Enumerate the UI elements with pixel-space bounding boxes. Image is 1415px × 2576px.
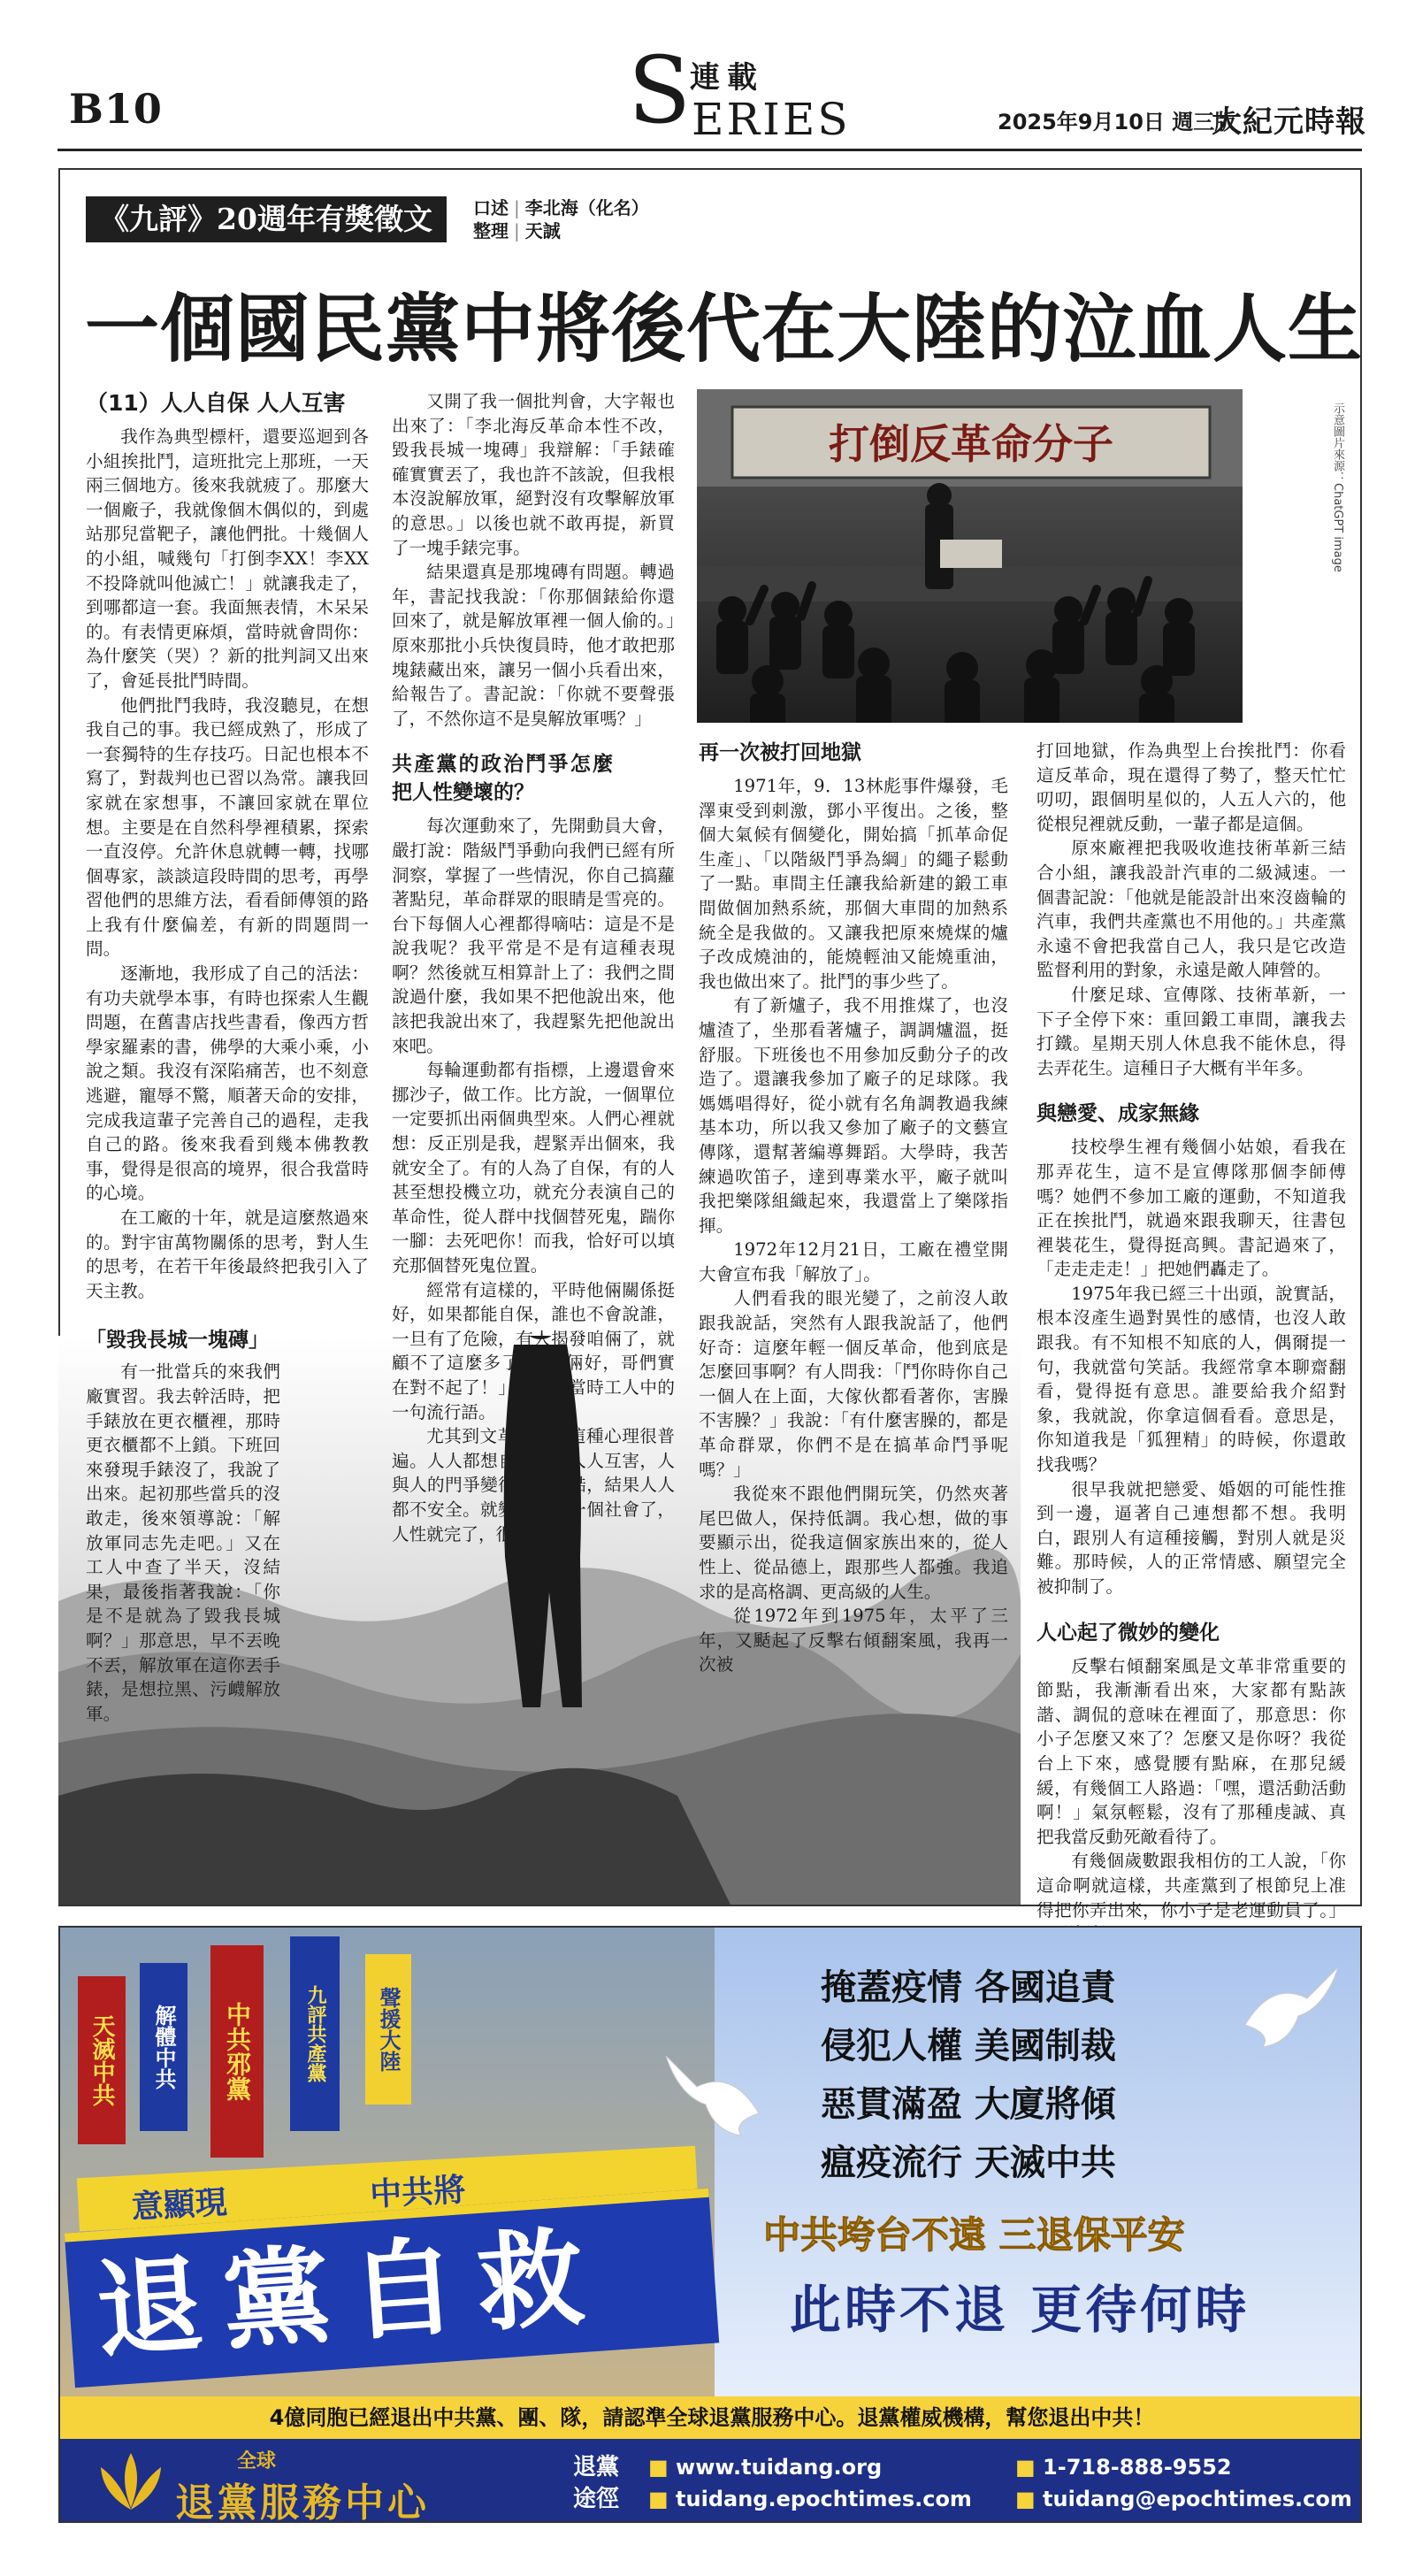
dictation-label: 口述 — [473, 197, 509, 218]
section-heading-3: 共產黨的政治鬥爭怎麼把人性變壞的？ — [392, 753, 613, 805]
struggle-session-drawing — [697, 389, 1243, 723]
section-title-cn: 連載 — [690, 60, 764, 96]
contact-websites — [648, 2451, 972, 2515]
article-column-3 — [699, 739, 1008, 1677]
lotus-logo-icon — [96, 2450, 166, 2513]
paragraph: 1972年12月21日，工廠在禮堂開大會宣布我「解放了」。 — [699, 1239, 1008, 1284]
sign: 聲援大陸 — [365, 1954, 411, 2104]
page-number: B10 — [69, 85, 163, 133]
tuidang-advertisement — [58, 1926, 1362, 2523]
blue-slogan: 此時不退 更待何時 — [790, 2280, 1251, 2340]
website-link[interactable]: ■ tuidang.epochtimes.com — [648, 2487, 972, 2511]
issue-date: 2025年9月10日 週三版 — [998, 110, 1236, 134]
slogan-list — [821, 1959, 1116, 2192]
paragraph: 又開了我一個批判會，大字報也出來了：「李北海反革命本性不改，毀我長城一塊磚」我辯解：「手錶確確實實丟了，我也許不該說，但我根本沒說解放軍，絕對沒有攻擊解放軍的意思。」以後也就不敢再提，新買了一塊手錶完事。 — [392, 391, 675, 558]
sign: 九評共產黨 — [290, 1936, 340, 2131]
paragraph: 很早我就把戀愛、婚姻的可能性推到一邊，逼著自己連想都不想。我明白，跟別人有這種接觸，對別人就是災難。那時候，人的正常情感、願望完全被抑制了。 — [1036, 1478, 1346, 1597]
paragraph: 每輪運動都有指標，上邊還會來挪沙子，做工作。比方說，一個單位一定要抓出兩個典型來。人們心裡就想：反正別是我，趕緊弄出個來，我就安全了。有的人為了自保，有的人甚至想投機立功，就充分表演自己的革命性，從人群中找個替死鬼，踹你一腳：去死吧你！而我，恰好可以填充那個替死鬼位置。 — [392, 1060, 675, 1276]
paragraph: 有幾個歲數跟我相仿的工人說，「你這命啊就這樣，共產黨到了根節兒上准得把你弄出來，你小子是老運動員了。」 — [1036, 1851, 1346, 1920]
photo-caption: 示意圖片來源：ChatGPT image — [1331, 402, 1344, 572]
paragraph: 1975年我已經三十出頭，說實話，根本沒產生過對異性的感情，也沒人敢跟我。有不知根不知底的人，偶爾提一句，我就當句笑話。我經常拿本聊齋翻看，覺得挺有意思。誰要給我介紹對象，我就說，你拿這個看看。意思是，你知道我是「狐狸精」的時候，你還敢找我嗎？ — [1036, 1283, 1346, 1476]
email-link[interactable]: ■ tuidang@epochtimes.com — [1015, 2487, 1352, 2511]
paragraph: 結果還真是那塊磚有問題。轉過年，書記找我說：「你那個錶給你還回來了，就是解放軍裡一個人偷的。」原來那批小兵快復員時，他才敢把那塊錶藏出來，讓另一個小兵看出來，給報告了。書記說：「你就不要聲張了，不然你這不是臭解放軍嗎？」 — [392, 562, 675, 729]
section-logo — [628, 36, 851, 145]
sign: 解體中共 — [140, 1963, 187, 2131]
paragraph: 我從來不跟他們開玩笑，仍然夾著尾巴做人，保持低調。我心想，做的事要顯示出，從我這個家族出來的，從人性上、從品德上，跟那些人都強。我追求的是高格調、更高級的人生。 — [699, 1484, 1008, 1602]
article-column-2 — [392, 389, 675, 1546]
slogan: 惡貫滿盈 大廈將傾 — [821, 2084, 1116, 2125]
banner-text-left: 意顯現 — [130, 2184, 228, 2227]
paragraph: 什麼足球、宣傳隊、技術革新，一下子全停下來：重回鍛工車間，讓我去打鐵。星期天別人休息我不能休息，得去弄花生。這種日子大概有半年多。 — [1036, 984, 1346, 1078]
section-heading-2: 「毀我長城一塊磚」 — [86, 1329, 269, 1353]
phone-number[interactable]: ■ 1-718-888-9552 — [1015, 2455, 1232, 2480]
section-heading-4: 再一次被打回地獄 — [699, 741, 861, 764]
notice-bar: 4億同胞已經退出中共黨、團、隊，請認準全球退黨服務中心。退黨權威機構，幫您退出中共！ — [60, 2396, 1362, 2439]
paragraph: 反擊右傾翻案風是文革非常重要的節點，我漸漸看出來，大家都有點詼諧、調侃的意味在裡面了，那意思：你小子怎麼又來了？怎麼又是你呀？我從台上下來，感覺腰有點麻，在那兒緩緩，有幾個工人路過：「嘿，還活動活動啊！」氣氛輕鬆，沒有了那種虔誠、真把我當反動死敵看待了。 — [1036, 1655, 1346, 1847]
paragraph: 逐漸地，我形成了自己的活法：有功夫就學本事，有時也探索人生觀問題，在舊書店找些書看，像西方哲學家羅素的書，佛學的大乘小乘，小說之類。我沒有深陷痛苦，也不刻意逃避，寵辱不驚，順著天命的安排，完成我這輩子完善自己的過程，走我自己的路。後來我看到幾本佛教教事，覺得是很高的境界，很合我當時的心境。 — [86, 963, 369, 1204]
paragraph: 有一批當兵的來我們廠實習。我去幹活時，把手錶放在更衣櫃裡，那時更衣櫃都不上鎖。下班回來發現手錶沒了，我說了出來。起初那些當兵的沒敢走，後來領導說：「解放軍同志先走吧。」又在工人中查了半天，沒結果，最後指著我說：「你是不是就為了毀我長城啊？」那意思，早不丟晚不丟，解放軍在這你丟手錶，是想拉黑、污衊解放軍。 — [86, 1361, 280, 1724]
paragraph: 他們批鬥我時，我沒聽見，在想我自己的事。我已經成熟了，形成了一套獨特的生存技巧。日記也根本不寫了，對裁判也已習以為常。讓我回家就在家想事，不讓回家就在單位想。主要是在自然科學裡積累，探索一直沒停。允許休息就轉一轉，找哪個專家，談談這段時間的思考，再學習他們的思維方法，看看師傳領的路上我有什麼偏差，有新的問題問一問。 — [86, 694, 369, 960]
masthead-rule — [57, 149, 1362, 151]
section-title-en: ERIES — [692, 94, 851, 145]
paragraph: 每次運動來了，先開動員大會，嚴打說：階級鬥爭動向我們已經有所洞察，掌握了一些情況，你自己搞蘿著點兒，革命群眾的眼睛是雪亮的。台下每個人心裡都得嘀咕：這是不是說我呢？我平常是不是有這種表現啊？然後就互相算計上了：我們之間說過什麼，我如果不把他說出來，他該把我說出來了，我趕緊先把他說出來吧。 — [392, 816, 675, 1056]
edit-label: 整理 — [473, 220, 509, 242]
poster-text: 打倒反革命分子 — [829, 420, 1113, 468]
dove-icon — [1236, 1963, 1342, 2060]
paragraph: 打回地獄，作為典型上台挨批鬥：你看這反革命，現在還得了勢了，整天忙忙叨叨，跟個明星似的，人五人六的，他從根兒裡就反動，一輩子都是這個。 — [1036, 740, 1346, 834]
newspaper-name: 大紀元時報 — [1212, 104, 1366, 140]
banner-text-right: 中共將 — [369, 2172, 467, 2214]
dove-icon — [662, 2051, 768, 2149]
byline: 口述 | 李北海（化名） 整理 | 天誠 — [473, 197, 649, 242]
sign: 中共邪黨 — [210, 1945, 264, 2158]
sign: 天滅中共 — [78, 1976, 126, 2144]
paragraph: 原來廠裡把我吸收進技術革新三結合小組，讓我設計汽車的二級減速。一個書記說：「他就是能設計出來沒齒輪的汽車，我們共產黨也不用他的。」共產黨永遠不會把我當自己人，我只是它改造監督利用的對象，永遠是敵人陣營的。 — [1036, 838, 1346, 981]
website-link[interactable]: ■ www.tuidang.org — [648, 2455, 883, 2480]
paragraph: 1971年，9．13林彪事件爆發，毛澤東受到刺激，鄧小平復出。之後，整個大氣候有個變化，開始搞「抓革命促生產」、「以階級鬥爭為綱」的繩子鬆動了一點。車間主任讓我給新建的鍛工車間做個加熱系統，那個大車間的加熱系統全是我做的。又讓我把原來燒煤的爐子改成燒油的，能燒輕油又能燒重油，我也做出來了。批鬥的事少些了。 — [699, 776, 1008, 992]
paragraph: 經常有這樣的，平時他倆關係挺好，如果都能自保，誰也不會說誰，一旦有了危險，有人揭發咱倆了，就顧不了這麼多了。「哥倆好，哥們實在對不起了！」——是當時工人中的一句流行語。 — [392, 1279, 675, 1422]
section-heading-6: 人心起了微妙的變化 — [1036, 1621, 1220, 1644]
edit-value: 天誠 — [524, 220, 561, 242]
struggle-session-illustration — [697, 389, 1243, 723]
ad-footer — [60, 2439, 1362, 2523]
channel-label-2: 途徑 — [573, 2486, 620, 2512]
center-small-label: 全球 — [237, 2450, 277, 2472]
paragraph: 有了新爐子，我不用推煤了，也沒爐渣了，坐那看著爐子，調調爐溫，挺舒服。下班後也不用參加反動分子的改造了。還讓我參加了廠子的足球隊。我媽媽唱得好，從小就有名角調教過我練基本功，所以我又參加了廠子的文藝宣傳隊，還幫著編導舞蹈。大學時，我苦練過吹笛子，達到專業水平，廠子就叫我把樂隊組織起來，我還當上了樂隊指揮。 — [699, 995, 1008, 1236]
section-heading-1: （11）人人自保 人人互害 — [86, 390, 346, 416]
main-banner-text: 退黨自救 — [92, 2215, 609, 2374]
paragraph: 我作為典型標杆，還要巡迴到各小組挨批鬥，這班批完上那班，一天兩三個地方。後來我就疲了。那麼大一個廠子，我就像個木偶似的，到處站那兒當靶子，讓他們批。十幾個人的小組，喊幾句「打倒李XX！李XX不投降就叫他滅亡！」就讓我走了，到哪都這一套。我面無表情，木呆呆的。有表情更麻煩，當時就會問你：為什麼笑（哭）？新的批判詞又出來了，會延長批鬥時間。 — [86, 426, 369, 691]
slogan: 掩蓋疫情 各國追責 — [821, 1967, 1116, 2008]
channel-label-1: 退黨 — [573, 2454, 620, 2480]
article-title: 一個國民黨中將後代在大陸的泣血人生 — [85, 285, 1364, 372]
article-column-4 — [1036, 739, 1346, 1947]
parade-photo — [60, 1928, 715, 2396]
yellow-slogan: 中共垮台不遠 三退保平安 — [763, 2213, 1185, 2257]
slogan: 瘟疫流行 天滅中共 — [821, 2143, 1116, 2183]
slogan: 侵犯人權 美國制裁 — [821, 2026, 1116, 2066]
paragraph: 尤其到文革後期，這種心理很普遍。人人都想自保，就人人互害，人與人的門爭變得非常殘酷，結果人人都不安全。就變成這麼一個社會了，人性就完了，很可怕。 — [392, 1426, 675, 1545]
contest-banner: 《九評》20週年有獎徵文 — [86, 196, 447, 242]
section-heading-5: 與戀愛、成家無緣 — [1036, 1102, 1199, 1126]
paragraph: 在工廠的十年，就是這麼熬過來的。對宇宙萬物關係的思考，對人生的思考，在若干年後最終把我引入了天主教。 — [86, 1208, 369, 1301]
paragraph: 從1972年到1975年，太平了三年，又颳起了反擊右傾翻案風，我再一次被 — [699, 1606, 1008, 1675]
section-initial: S — [628, 36, 692, 144]
channel-label — [573, 2451, 619, 2515]
paragraph: 人們看我的眼光變了，之前沒人敢跟我說話，突然有人跟我說話了，他們好奇：這麼年輕一個反革命，他到底是怎麼回事啊？有人問我：「鬥你時你自己一個人在上面，大傢伙都看著你，害臊不害臊？」我說：「有什麼害臊的，都是革命群眾，你們不是在搞革命鬥爭呢嗎？」 — [699, 1288, 1008, 1480]
article-column-1 — [86, 389, 369, 1726]
contact-phone-email — [1015, 2451, 1352, 2515]
dictation-value: 李北海（化名） — [524, 197, 649, 218]
paragraph: 技校學生裡有幾個小姑娘，看我在那弄花生，這不是宣傳隊那個李師傅嗎？她們不參加工廠的運動，不知道我正在挨批鬥，就過來跟我聊天，往書包裡裝花生，覺得挺高興。書記過來了，「走走走走！」把她們轟走了。 — [1036, 1137, 1346, 1280]
center-name: 退黨服務中心 — [175, 2480, 430, 2523]
